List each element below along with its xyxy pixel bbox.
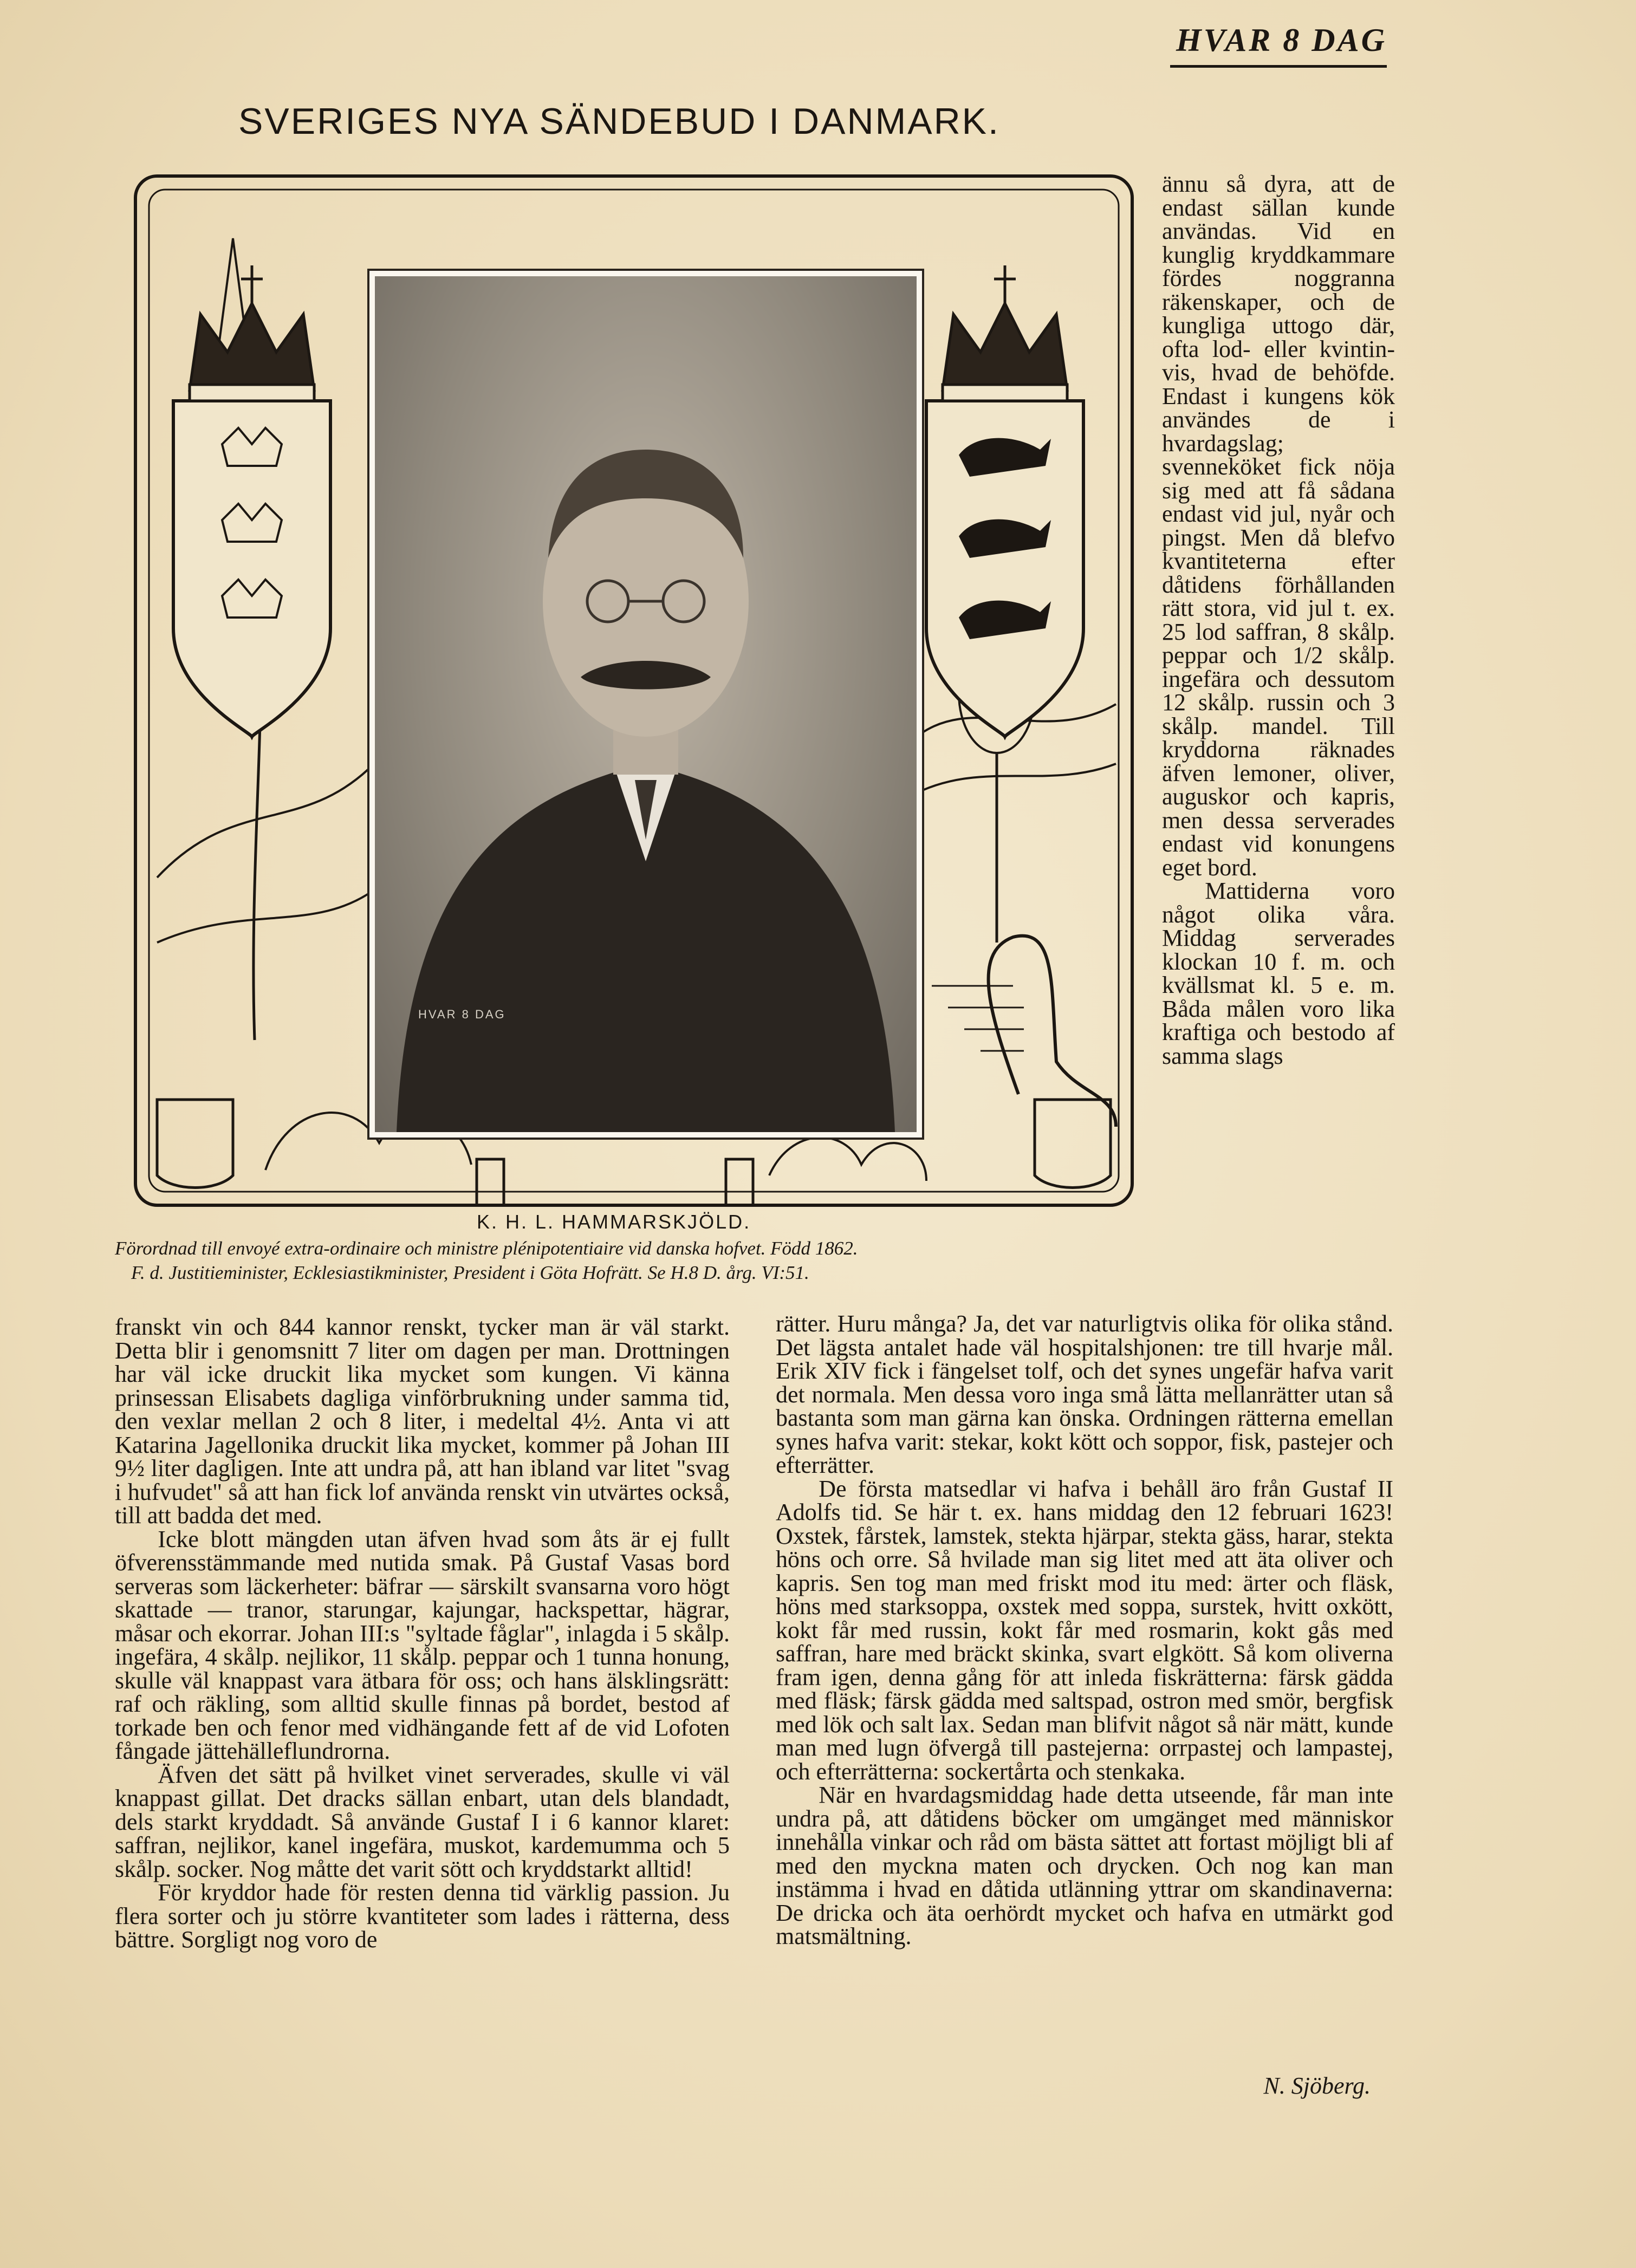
- side-paragraph-1: ännu så dyra, att de endast sällan kunde användas. Vid en kunglig kryddkammare fördes noggranna räkenskaper, och de kungliga uttogo där, ofta lod- eller kvintin-vis, hvad de behöfde. Endast i kungens kök användes de i hvardagslag; svenneköket fick nöja sig med att få sådana endast vid jul, nyår och pingst. Men då blefvo kvantiteterna efter dåtidens förhållanden rätt stora, vid jul t. ex. 25 lod saffran, 8 skålp. peppar och 1/2 skålp. ingefära och dessutom 12 skålp. russin och 3 skålp. mandel. Till kryddorna räknades äfven lemoner, oliver, auguskor och kapris, men dessa serverades endast vid konungens eget bord.: [1162, 171, 1395, 881]
- side-column: [1162, 172, 1395, 1068]
- portrait-photo: [369, 271, 922, 1138]
- right-column: [776, 1312, 1393, 1948]
- article-title: SVERIGES NYA SÄNDEBUD I DANMARK.: [238, 101, 1000, 142]
- left-paragraph-4: För kryddor hade för resten denna tid värklig passion. Ju flera sorter och ju större kvantiteter som lades i rätterna, dess bättre. Sorgligt nog voro de: [115, 1879, 730, 1953]
- left-paragraph-1: franskt vin och 844 kannor renskt, tycker man är väl starkt. Detta blir i genomsnitt 7 liter om dagen per man. Drottningen har väl icke druckit lika mycket som kungen. Vi känna prinsessan Elisabets dagliga vinförbrukning under samma tid, den vexlar mellan 2 och 8 liter, i medeltal 4½. Anta vi att Katarina Jagellonika druckit lika mycket, kommer på Johan III 9½ liter dagligen. Inte att undra på, att han ibland var litet "svag i hufvudet" så att han fick lof använda renskt vin utvärtes också, till att badda det med.: [115, 1314, 730, 1529]
- side-paragraph-2: Mattiderna voro något olika våra. Middag serverades klockan 10 f. m. och kvällsmat kl. 5 e. m. Båda målen voro lika kraftiga och bestodo af samma slags: [1162, 878, 1395, 1069]
- caption-line-1: Förordnad till envoyé extra-ordinaire och ministre plénipotentiaire vid danska hofvet. Född 1862.: [115, 1238, 858, 1259]
- ornamental-frame: [125, 173, 1143, 1213]
- portrait-figure: [375, 276, 917, 1132]
- right-paragraph-3: När en hvardagsmiddag hade detta utseende, får man inte undra på, att dåtidens böcker om umgänget med människor innehålla vinkar och råd om bästa sättet att fortast möjligt bli af med den myckna maten och drycken. Och nog kan man instämma i hvad en dåtida utlänning yttrar om skandinaverna: De dricka och äta oerhördt mycket och hafva en utmärkt god matsmältning.: [776, 1782, 1393, 1949]
- photo-watermark: HVAR 8 DAG: [418, 1008, 506, 1021]
- masthead: HVAR 8 DAG: [1170, 22, 1387, 68]
- right-paragraph-1: rätter. Huru många? Ja, det var naturligtvis olika för olika stånd. Det lägsta antalet hade väl hospitalshjonen: tre till hvarje mål. Erik XIV fick i fängelset tolf, och det synes ungefär hafva varit det normala. Men dessa voro inga små lätta mellanrätter utan så bastanta som man gärna kan önska. Ordningen rätterna emellan synes hafva varit: stekar, kokt kött och soppor, fisk, pastejer och efterrätter.: [776, 1310, 1393, 1478]
- author-signature: N. Sjöberg.: [1263, 2072, 1371, 2099]
- right-paragraph-2: De första matsedlar vi hafva i behåll äro från Gustaf II Adolfs tid. Se här t. ex. hans middag den 12 februari 1623! Oxstek, fårstek, lamstek, stekta hjärpar, stekta gäss, harar, stekta höns och orre. Så hvilade man sig litet med att äta oliver och kapris. Sen tog man med friskt mod itu med: ärter och fläsk, höns med starksoppa, oxstek med soppa, surstek, hvitt oxkött, kokt får med russin, kokt får med rosmarin, kokt gås med saffran, hare med bräckt skinka, svart elgkött. Så kom oliverna fram igen, denna gång för att inleda fiskrätterna: färsk gädda med fläsk; färsk gädda med saltspad, ostron med smör, bergfisk med lök och salt lax. Sedan man blifvit något så när mätt, kunde man med lugn öfvergå till pastejerna: orrpastej och lampastej, och efterrätterna: sockertårta och stenkaka.: [776, 1475, 1393, 1785]
- caption-line-2: F. d. Justitieminister, Ecklesiastikminister, President i Göta Hofrätt. Se H.8 D. årg. VI:51.: [131, 1262, 809, 1283]
- left-column: [115, 1315, 730, 1952]
- caption-name: K. H. L. HAMMARSKJÖLD.: [477, 1211, 751, 1233]
- left-paragraph-3: Äfven det sätt på hvilket vinet serverades, skulle vi väl knappast gillat. Det dracks sällan enbart, utan dels blandadt, dels starkt kryddadt. Så använde Gustaf I i 6 kannor klaret: saffran, nejlikor, kanel ingefära, muskot, kardemumma och 5 skålp. socker. Nog måtte det varit sött och kryddstarkt alltid!: [115, 1761, 730, 1882]
- left-paragraph-2: Icke blott mängden utan äfven hvad som åts är ej fullt öfverensstämmande med nutida smak. På Gustaf Vasas bord serveras som läckerheter: bäfrar — särskilt svansarna voro högt skattade — tranor, starungar, kajungar, hackspettar, hägrar, måsar och ekorrar. Johan III:s "syltade fåglar", inlagda i 5 skålp. ingefära, 4 skålp. nejlikor, 11 skålp. peppar och 1 tunna honung, skulle väl knappast vara ätbara för oss; och hans älsklingsrätt: raf och räkling, som alltid skulle finnas på bordet, bestod af torkade ben och fenor med vidhängande fett af de vid Lofoten fångade jättehälleflundrorna.: [115, 1525, 730, 1764]
